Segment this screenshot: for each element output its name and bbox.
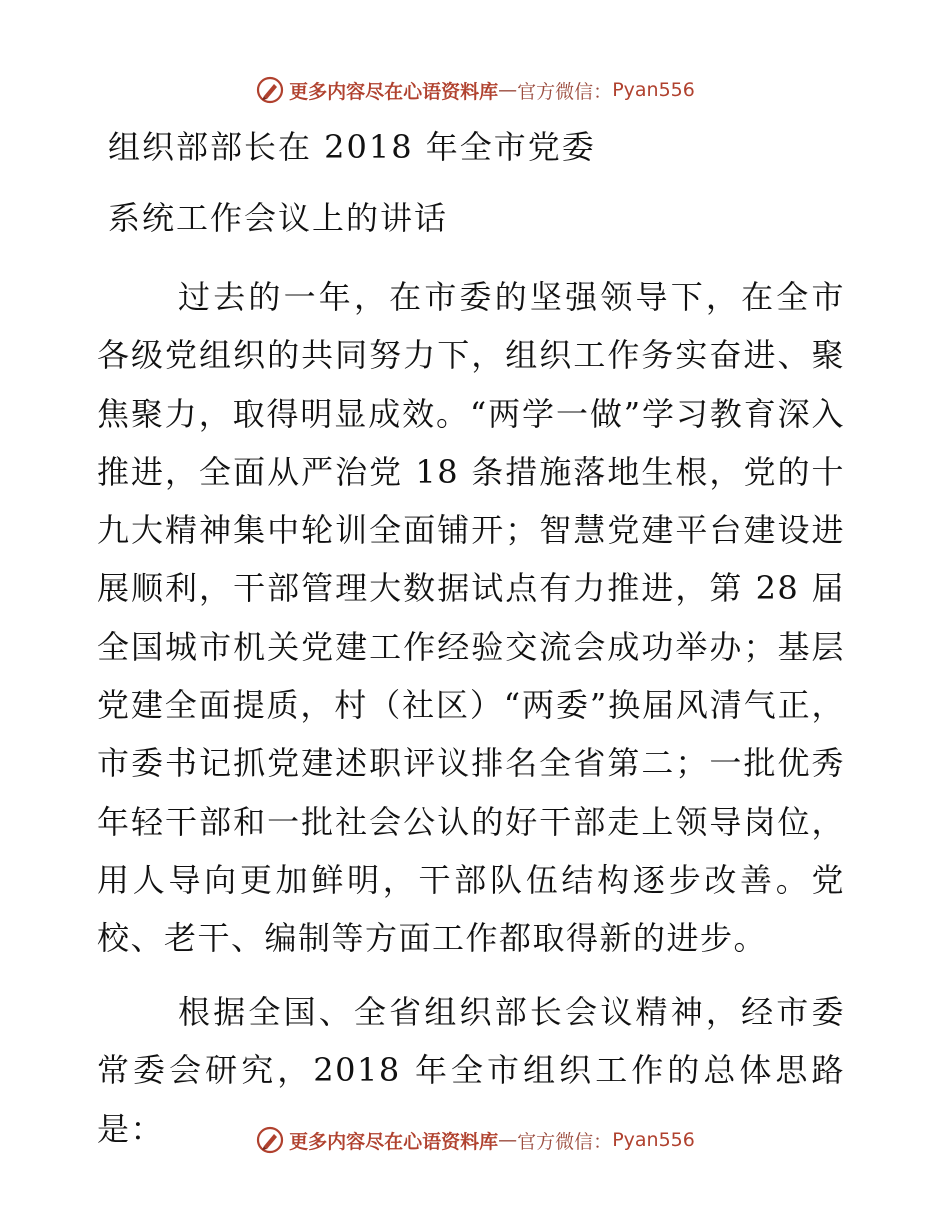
- document-title-line-2: 系统工作会议上的讲话: [108, 199, 449, 237]
- watermark-separator: —: [498, 79, 518, 101]
- footer-watermark: [0, 1120, 950, 1160]
- pen-logo-icon: [255, 75, 285, 105]
- body-paragraph-2: 根据全国、全省组织部长会议精神，经市委常委会研究，2018 年全市组织工作的总体思路是：: [97, 993, 845, 1148]
- pen-logo-icon: [255, 1125, 285, 1155]
- watermark-main-text: 更多内容尽在心语资料库: [289, 1130, 499, 1153]
- body-paragraph-1: 过去的一年，在市委的坚强领导下，在全市各级党组织的共同努力下，组织工作务实奋进、聚焦聚力，取得明显成效。“两学一做”学习教育深入推进，全面从严治党 18 条措施落地生根，党的十九大精神集中轮训全面铺开；智慧党建平台建设进展顺利，干部管理大数据试点有力推进，第 28 届全国城市机关党建工作经验交流会成功举办；基层党建全面提质，村（社区）“两委”换届风清气正，市委书记抓党建述职评议排名全省第二；一批优秀年轻干部和一批社会公认的好干部走上领导岗位，用人导向更加鲜明，干部队伍结构逐步改善。党校、老干、编制等方面工作都取得新的进步。: [97, 278, 845, 958]
- watermark-label: 官方微信：: [517, 80, 613, 103]
- watermark-main-text: 更多内容尽在心语资料库: [289, 80, 499, 103]
- watermark-label: 官方微信：: [517, 1130, 613, 1153]
- watermark-handle: Pyan556: [612, 79, 695, 101]
- header-watermark: [0, 70, 950, 110]
- document-title-line-1: 组织部部长在 2018 年全市党委: [108, 128, 596, 166]
- watermark-handle: Pyan556: [612, 1129, 695, 1151]
- watermark-separator: —: [498, 1129, 518, 1151]
